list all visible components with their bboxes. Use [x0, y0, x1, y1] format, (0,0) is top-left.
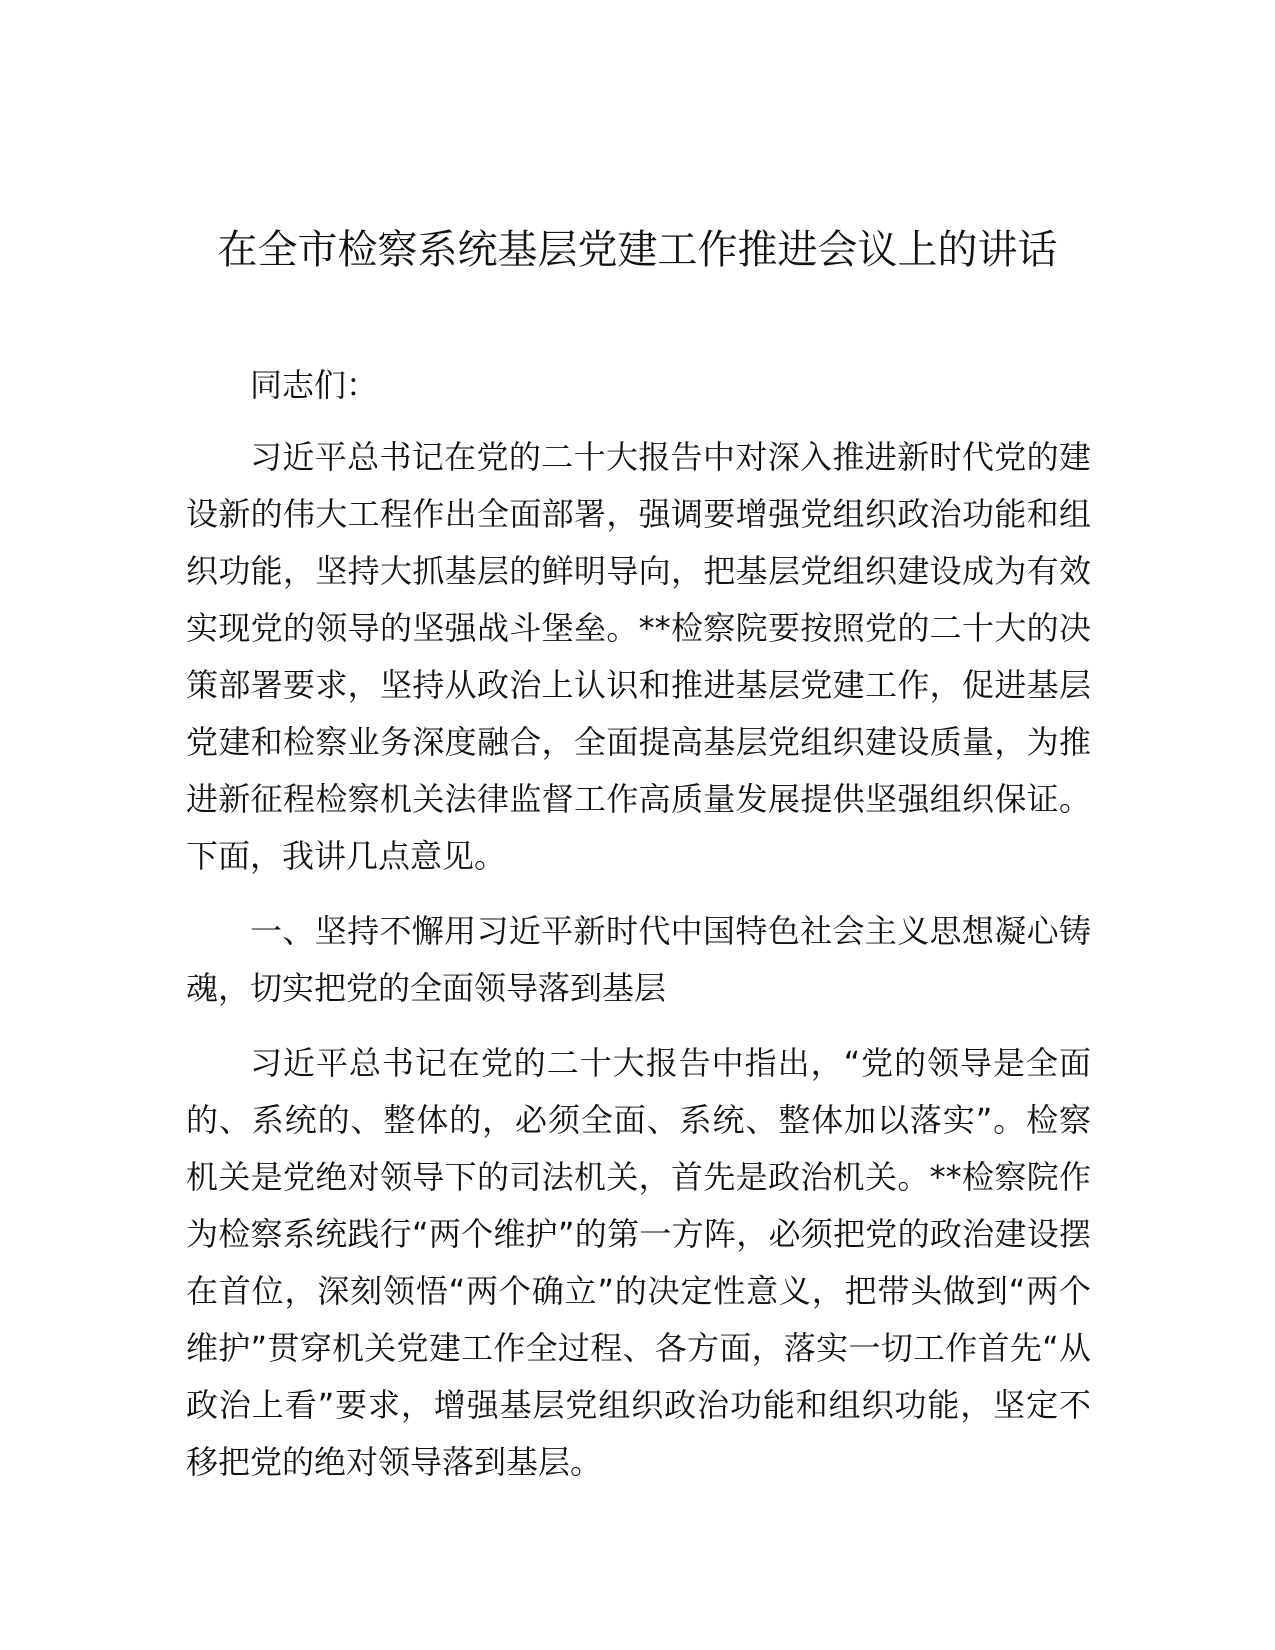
- section-heading-1: 一、坚持不懈用习近平新时代中国特色社会主义思想凝心铸魂，切实把党的全面领导落到基层: [186, 912, 1091, 1007]
- greeting: 同志们：: [250, 366, 379, 404]
- paragraph-section-1: 习近平总书记在党的二十大报告中指出，“党的领导是全面的、系统的、整体的，必须全面、系统、整体加以落实”。检察机关是党绝对领导下的司法机关，首先是政治机关。**检察院作为检察系统践行“两个维护”的第一方阵，必须把党的政治建设摆在首位，深刻领悟“两个确立”的决定性意义，把带头做到“两个维护”贯穿机关党建工作全过程、各方面，落实一切工作首先“从政治上看”要求，增强基层党组织政治功能和组织功能，坚定不移把党的绝对领导落到基层。: [186, 1044, 1091, 1481]
- document-title: 在全市检察系统基层党建工作推进会议上的讲话: [217, 227, 1058, 273]
- paragraph-intro: 习近平总书记在党的二十大报告中对深入推进新时代党的建设新的伟大工程作出全面部署，强调要增强党组织政治功能和组织功能，坚持大抓基层的鲜明导向，把基层党组织建设成为有效实现党的领导的坚强战斗堡垒。**检察院要按照党的二十大的决策部署要求，坚持从政治上认识和推进基层党建工作，促进基层党建和检察业务深度融合，全面提高基层党组织建设质量，为推进新征程检察机关法律监督工作高质量发展提供坚强组织保证。下面，我讲几点意见。: [186, 438, 1091, 875]
